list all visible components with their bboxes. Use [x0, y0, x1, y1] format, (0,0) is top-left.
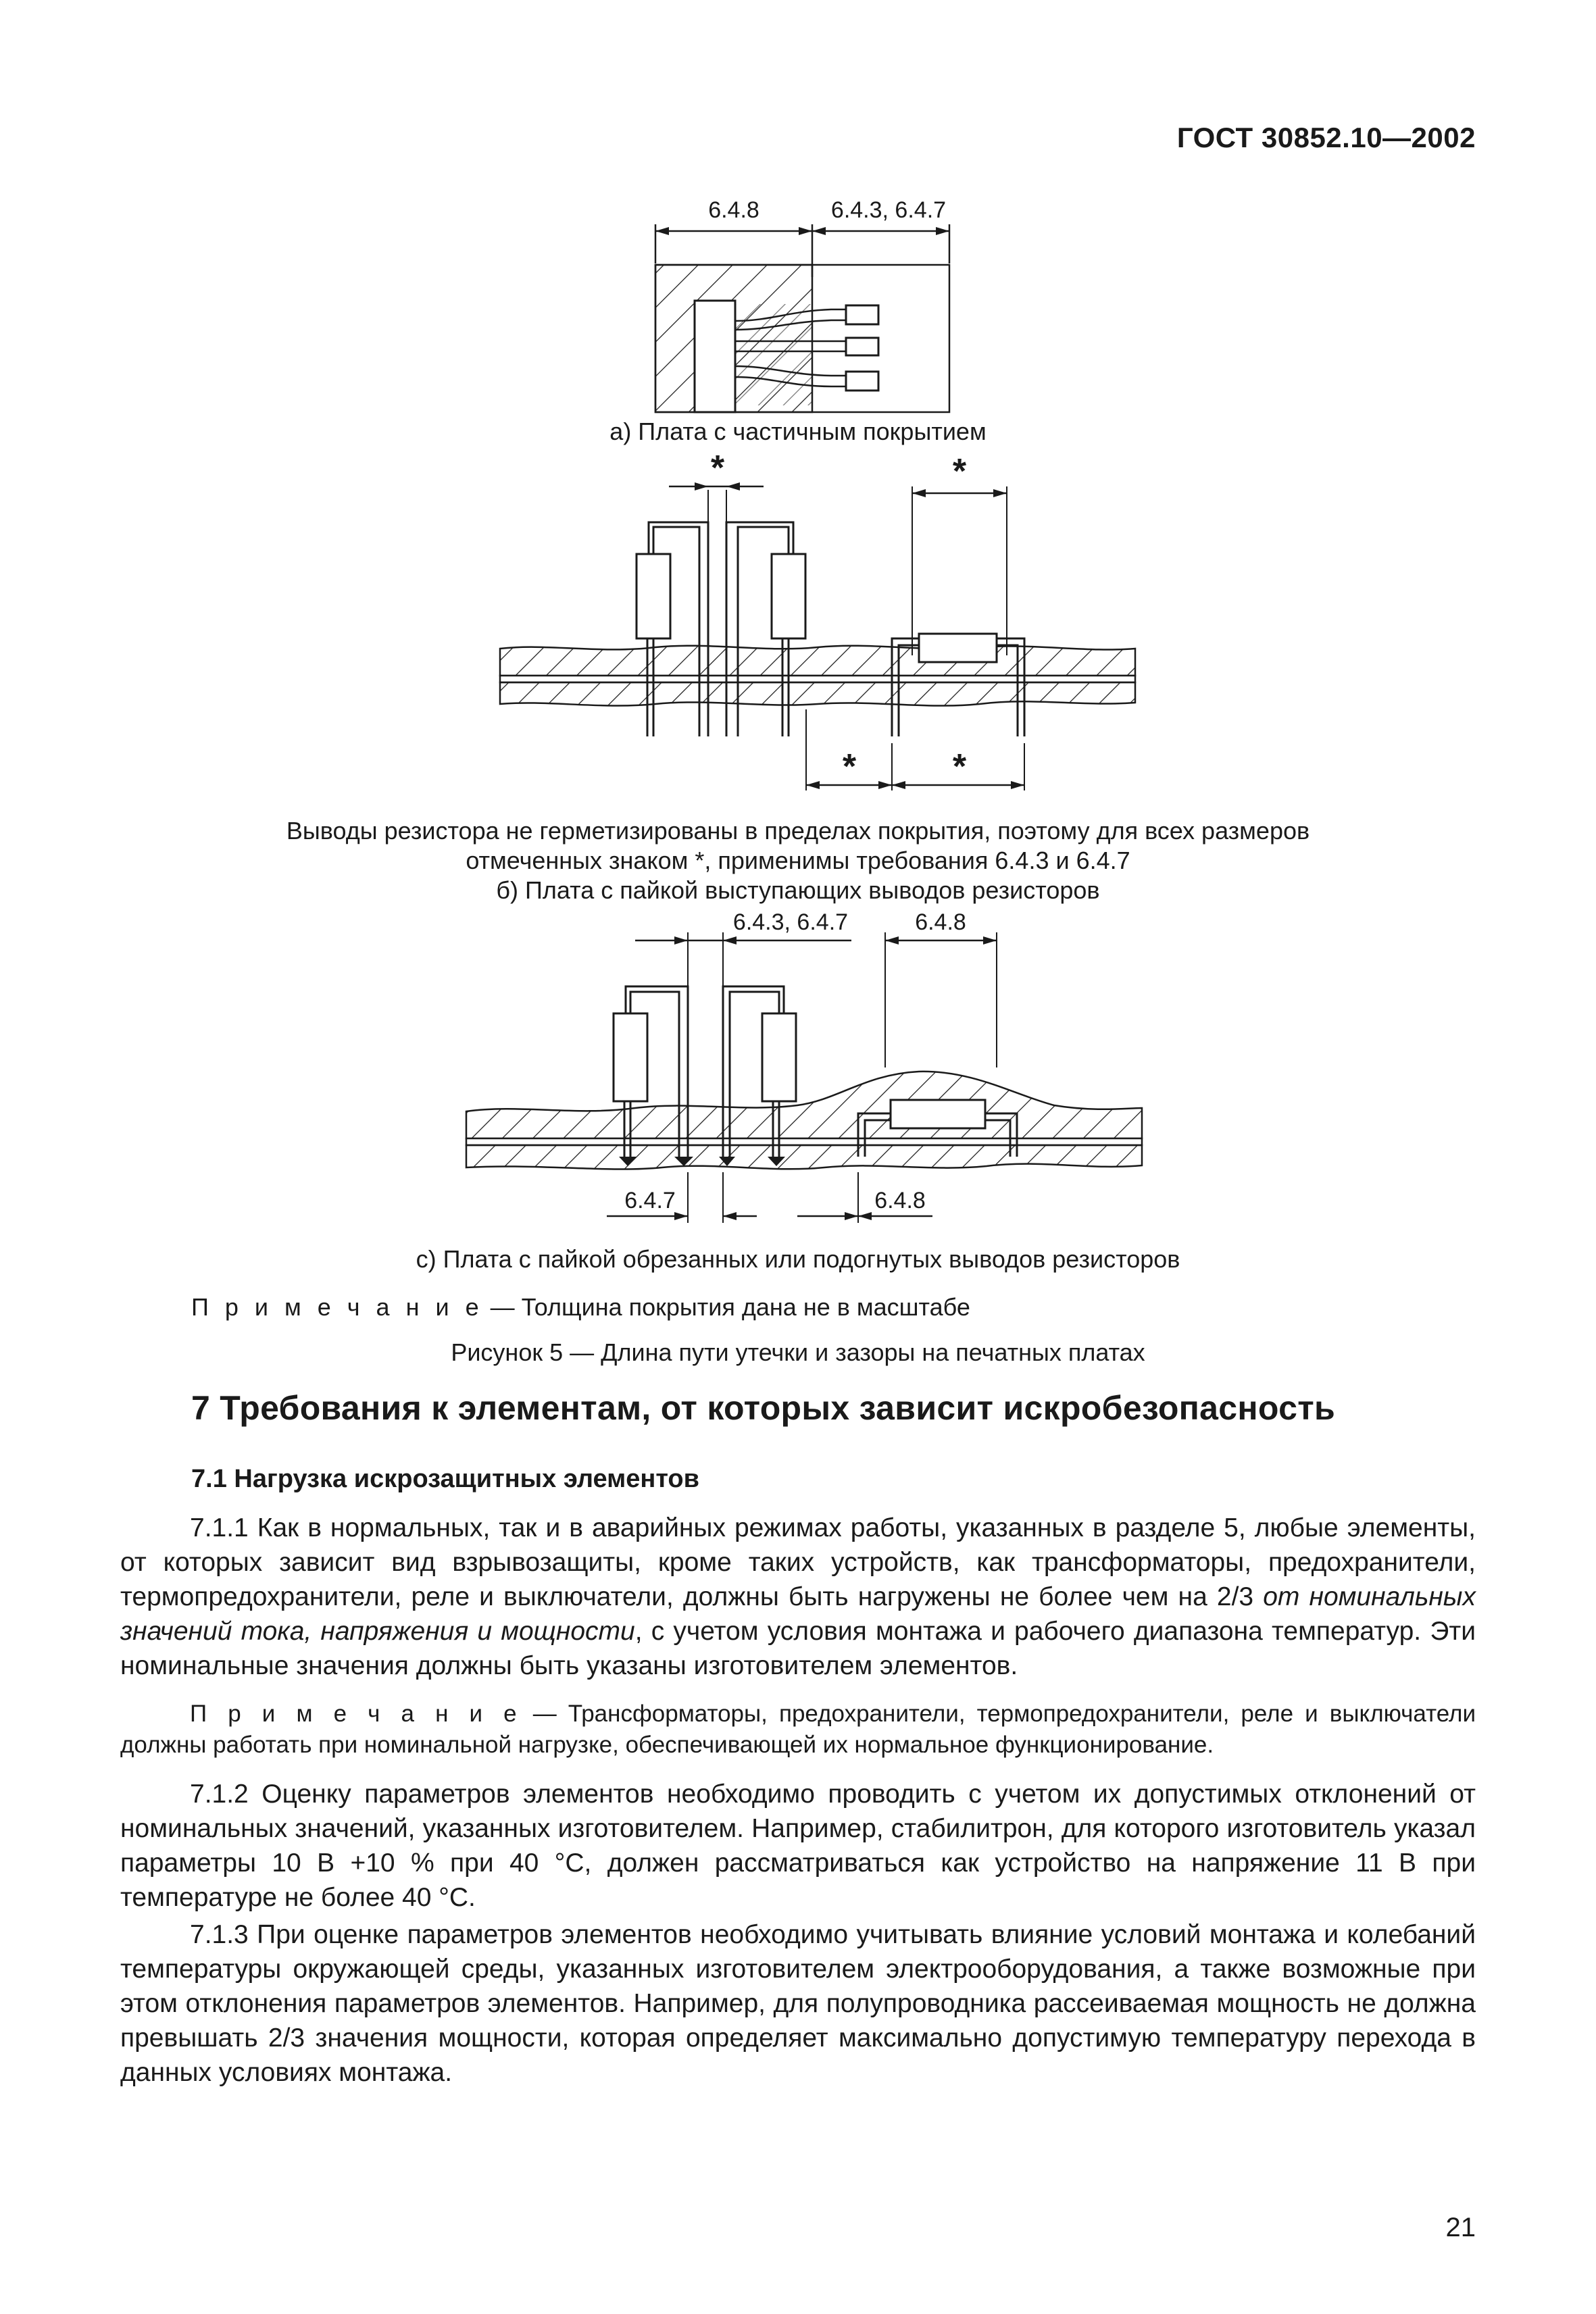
page-number: 21	[1445, 2213, 1476, 2242]
paragraph-7-1-2: 7.1.2 Оценку параметров элементов необходимо проводить с учетом их допустимых отклонений от номинальных значений, указанных изготовителем. Например, стабилитрон, для которого изготовитель указал параметры 10 В +10 % при 40 °С, должен рассматриваться как устройство на напряжение 11 В при температуре не более 40 °С.	[120, 1780, 1476, 1912]
dim-label-bottom-6-4-7: 6.4.7	[624, 1188, 676, 1213]
figure-b-drawing	[493, 453, 1142, 804]
subsection-title: 7.1 Нагрузка искрозащитных элементов	[191, 1465, 700, 1493]
figure-c-caption: с) Плата с пайкой обрезанных или подогнутых выводов резисторов	[416, 1245, 1180, 1273]
section-note-label: П р и м е ч а н и е	[190, 1701, 522, 1727]
section-note	[120, 1699, 1476, 1761]
paragraph-7-1-1-part-a: 7.1.1 Как в нормальных, так и в аварийных режимах работы, указанных в разделе 5, любые элементы, от которых зависит вид взрывозащиты, кроме таких устройств, как трансформаторы, предохранители, термопредохранители, реле и выключатели, должны быть нагружены не более чем на 2/3	[120, 1513, 1476, 1611]
dim-label-bottom-6-4-8: 6.4.8	[874, 1188, 926, 1213]
figure-a-drawing	[608, 182, 987, 426]
dim-label-top-6-4-3-6-4-7: 6.4.3, 6.4.7	[732, 909, 849, 935]
figure-note-label: П р и м е ч а н и е	[191, 1293, 484, 1321]
star-mark-bottom-right: *	[952, 747, 967, 786]
dim-label-6-4-3-6-4-7: 6.4.3, 6.4.7	[830, 197, 947, 223]
figure-title: Рисунок 5 — Длина пути утечки и зазоры на печатных платах	[451, 1338, 1145, 1366]
figure-a-caption: а) Плата с частичным покрытием	[609, 418, 987, 445]
paragraph-7-1-1	[120, 1511, 1476, 1683]
figure-note-text: — Толщина покрытия дана не в масштабе	[483, 1293, 970, 1321]
paragraph-7-1-3: 7.1.3 При оценке параметров элементов необходимо учитывать влияние условий монтажа и колебаний температуры окружающей среды, указанных изготовителем электрооборудования, а также возможные при этом отклонения параметров элементов. Например, для полупроводника рассеиваемая мощность не должна превышать 2/3 значения мощности, которая определяет максимально допустимую температуру перехода в данных условиях монтажа.	[120, 1920, 1476, 2087]
figure-c-drawing	[459, 905, 1149, 1236]
figure-b-explanation-line-2: отмеченных знаком *, применимы требования 6.4.3 и 6.4.7	[466, 847, 1130, 874]
figure-b-explanation-line-1: Выводы резистора не герметизированы в пределах покрытия, поэтому для всех размеров	[286, 817, 1310, 845]
paragraph-7-1-1-italic: от номинальных значений тока, напряжения и мощности	[120, 1582, 1476, 1646]
document-id: ГОСТ 30852.10—2002	[1176, 122, 1476, 153]
paragraph-7-1-1-part-b: , с учетом условия монтажа и рабочего диапазона температур. Эти номинальные значения должны быть указаны изготовителем элементов.	[120, 1617, 1476, 1680]
section-title: 7 Требования к элементам, от которых зависит искробезопасность	[191, 1389, 1336, 1427]
figure-note	[191, 1292, 970, 1323]
star-mark-top-left: *	[710, 453, 725, 488]
dim-label-6-4-8: 6.4.8	[708, 197, 759, 223]
figure-b-caption: б) Плата с пайкой выступающих выводов резисторов	[496, 876, 1100, 904]
star-mark-top-right: *	[952, 453, 967, 491]
section-note-text: — Трансформаторы, предохранители, термопредохранители, реле и выключатели должны работать при номинальной нагрузке, обеспечивающей их нормальное функционирование.	[120, 1701, 1476, 1758]
star-mark-bottom-left: *	[842, 747, 857, 786]
dim-label-top-6-4-8: 6.4.8	[915, 909, 966, 935]
